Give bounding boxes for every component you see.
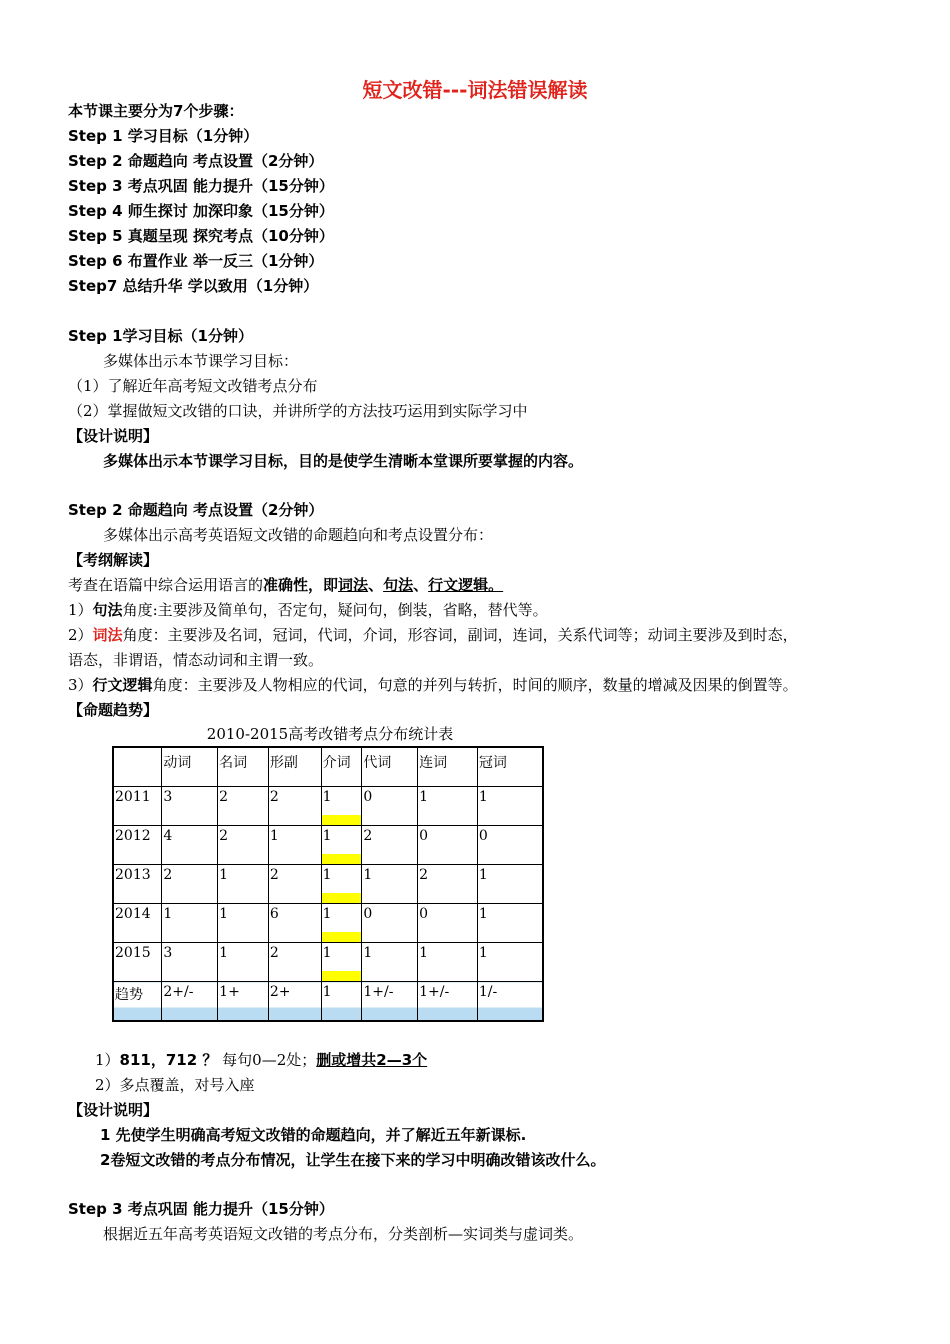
step1-design-text: 多媒体出示本节课学习目标，目的是使学生清晰本堂课所要掌握的内容。 bbox=[103, 452, 584, 470]
step2-design-text: 1 先使学生明确高考短文改错的命题趋向，并了解近五年新课标. bbox=[100, 1126, 527, 1144]
table-trend-row bbox=[113, 982, 543, 1021]
table-cell-highlighted: 1 bbox=[321, 904, 362, 943]
table-cell: 0 bbox=[362, 904, 418, 943]
table-cell: 1 bbox=[477, 904, 543, 943]
table-cell: 2 bbox=[218, 786, 269, 825]
table-cell: 2+ bbox=[268, 982, 321, 1021]
table-cell: 0 bbox=[418, 825, 478, 864]
point-lexical: 2）词法角度：主要涉及名词，冠词，代词，介词，形容词，副词，连词，关系代词等；动词主要涉及到时态， bbox=[68, 626, 798, 644]
trend-note-1: 1）811，712 ？ 每句0—2处；删或增共2—3个 bbox=[95, 1051, 428, 1069]
step2-design-text: 2卷短文改错的考点分布情况，让学生在接下来的学习中明确改错该改什么。 bbox=[100, 1151, 606, 1169]
table-cell: 1 bbox=[477, 786, 543, 825]
table-row bbox=[113, 825, 543, 864]
highlight-mark bbox=[322, 854, 362, 864]
step1-heading: Step 1学习目标（1分钟） bbox=[68, 327, 253, 345]
step-list-item: Step 3 考点巩固 能力提升（15分钟） bbox=[68, 177, 334, 195]
table-cell: 2 bbox=[362, 825, 418, 864]
table-cell: 1 bbox=[477, 864, 543, 903]
table-header-cell bbox=[113, 747, 162, 786]
point-logic: 3）行文逻辑角度：主要涉及人物相应的代词，句意的并列与转折，时间的顺序，数量的增减及因果的倒置等。 bbox=[68, 676, 798, 694]
table-cell: 2 bbox=[268, 786, 321, 825]
table-cell: 1 bbox=[162, 904, 218, 943]
step-list-item: Step 4 师生探讨 加深印象（15分钟） bbox=[68, 202, 334, 220]
table-cell: 1 bbox=[418, 943, 478, 982]
table-cell: 6 bbox=[268, 904, 321, 943]
highlight-mark bbox=[322, 815, 362, 825]
highlight-mark bbox=[322, 932, 362, 942]
point-lexical-cont: 语态，非谓语，情态动词和主谓一致。 bbox=[68, 651, 324, 669]
stats-table bbox=[112, 746, 544, 1022]
point-syntax: 1）句法角度:主要涉及简单句，否定句，疑问句，倒装，省略，替代等。 bbox=[68, 601, 548, 619]
table-cell: 2 bbox=[268, 943, 321, 982]
table-cell: 1+ bbox=[218, 982, 269, 1021]
table-cell: 2 bbox=[418, 864, 478, 903]
table-cell-highlighted: 1 bbox=[321, 786, 362, 825]
table-cell: 4 bbox=[162, 825, 218, 864]
trend-note-2: 2）多点覆盖，对号入座 bbox=[95, 1076, 255, 1094]
table-cell: 趋势 bbox=[113, 982, 162, 1021]
step2-intro: 多媒体出示高考英语短文改错的命题趋向和考点设置分布： bbox=[103, 526, 494, 544]
step2-heading: Step 2 命题趋向 考点设置（2分钟） bbox=[68, 501, 324, 519]
table-cell: 0 bbox=[418, 904, 478, 943]
table-cell: 1 bbox=[218, 864, 269, 903]
step1-goal: （2）掌握做短文改错的口诀，并讲所学的方法技巧运用到实际学习中 bbox=[68, 402, 528, 420]
step2-design-label: 【设计说明】 bbox=[68, 1101, 159, 1119]
table-cell: 1 bbox=[477, 943, 543, 982]
highlight-mark bbox=[322, 893, 362, 903]
table-header-cell: 名词 bbox=[218, 747, 269, 786]
table-caption: 2010-2015高考改错考点分布统计表 bbox=[206, 725, 454, 743]
trend-label: 【命题趋势】 bbox=[68, 701, 159, 719]
table-cell: 2 bbox=[268, 864, 321, 903]
table-cell: 1 bbox=[418, 786, 478, 825]
step1-design-label: 【设计说明】 bbox=[68, 427, 159, 445]
table-cell: 1 bbox=[268, 825, 321, 864]
document-title: 短文改错---词法错误解读 bbox=[362, 78, 588, 102]
table-cell: 2011 bbox=[113, 786, 162, 825]
table-cell: 2013 bbox=[113, 864, 162, 903]
table-row bbox=[113, 904, 543, 943]
table-row bbox=[113, 864, 543, 903]
table-cell: 1 bbox=[218, 904, 269, 943]
table-cell: 2 bbox=[162, 864, 218, 903]
table-cell: 1 bbox=[218, 943, 269, 982]
table-cell: 2 bbox=[218, 825, 269, 864]
table-cell: 1+/- bbox=[418, 982, 478, 1021]
table-header-cell: 连词 bbox=[418, 747, 478, 786]
step3-intro: 根据近五年高考英语短文改错的考点分布，分类剖析—实词类与虚词类。 bbox=[103, 1225, 584, 1243]
step-list-item: Step 1 学习目标（1分钟） bbox=[68, 127, 259, 145]
table-header-cell: 形副 bbox=[268, 747, 321, 786]
step-list-item: Step7 总结升华 学以致用（1分钟） bbox=[68, 277, 319, 295]
table-cell: 1/- bbox=[477, 982, 543, 1021]
table-cell: 3 bbox=[162, 786, 218, 825]
table-header-cell: 冠词 bbox=[477, 747, 543, 786]
table-cell: 1 bbox=[362, 943, 418, 982]
step1-intro: 多媒体出示本节课学习目标： bbox=[103, 352, 299, 370]
table-header-cell: 代词 bbox=[362, 747, 418, 786]
step-list-item: Step 2 命题趋向 考点设置（2分钟） bbox=[68, 152, 324, 170]
table-header-cell: 动词 bbox=[162, 747, 218, 786]
table-cell-highlighted: 1 bbox=[321, 864, 362, 903]
table-cell: 2014 bbox=[113, 904, 162, 943]
table-row bbox=[113, 943, 543, 982]
step3-heading: Step 3 考点巩固 能力提升（15分钟） bbox=[68, 1200, 334, 1218]
table-header-row bbox=[113, 747, 543, 786]
table-header-cell: 介词 bbox=[321, 747, 362, 786]
steps-intro: 本节课主要分为7个步骤： bbox=[68, 102, 244, 120]
step-list-item: Step 6 布置作业 举一反三（1分钟） bbox=[68, 252, 324, 270]
table-cell: 2012 bbox=[113, 825, 162, 864]
step-list-item: Step 5 真题呈现 探究考点（10分钟） bbox=[68, 227, 334, 245]
kaogang-text: 考查在语篇中综合运用语言的准确性，即词法、句法、行文逻辑。 bbox=[68, 576, 504, 594]
step1-goal: （1）了解近年高考短文改错考点分布 bbox=[68, 377, 318, 395]
table-cell: 2+/- bbox=[162, 982, 218, 1021]
table-cell: 1 bbox=[362, 864, 418, 903]
kaogang-label: 【考纲解读】 bbox=[68, 551, 159, 569]
table-cell: 0 bbox=[477, 825, 543, 864]
table-row bbox=[113, 786, 543, 825]
table-cell: 2015 bbox=[113, 943, 162, 982]
table-cell: 1 bbox=[321, 982, 362, 1021]
table-cell: 3 bbox=[162, 943, 218, 982]
table-cell-highlighted: 1 bbox=[321, 825, 362, 864]
table-cell: 0 bbox=[362, 786, 418, 825]
table-cell: 1+/- bbox=[362, 982, 418, 1021]
table-cell-highlighted: 1 bbox=[321, 943, 362, 982]
highlight-mark bbox=[322, 971, 362, 981]
